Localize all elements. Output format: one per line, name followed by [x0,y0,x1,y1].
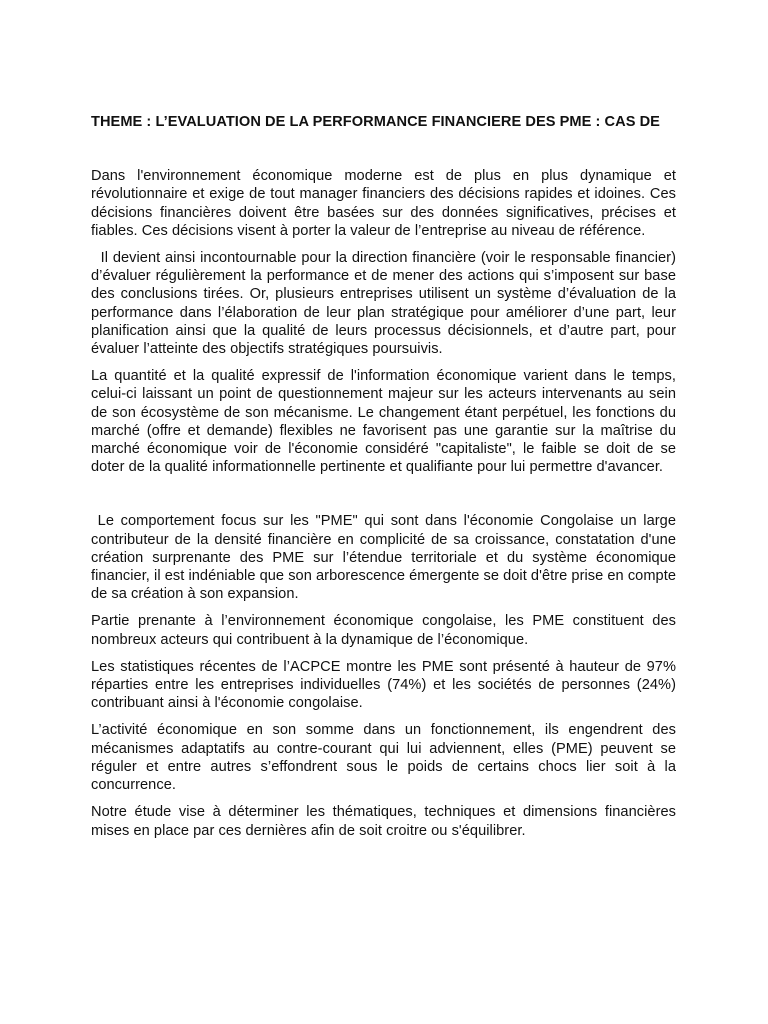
spacer [91,476,676,512]
paragraph-information-economique: La quantité et la qualité expressif de l'information économique varient dans le temps, celui-ci laissant un point de questionnement majeur sur les acteurs intervenants au sein de son écosystème de son mécanisme. Le changement étant perpétuel, les fonctions du marché (offre et demande) flexibles ne favorisent pas une garantie sur la maîtrise du marché économique voir de l'économie considéré "capitaliste", le faible se doit de se doter de la qualité informationnelle pertinente et qualifiante pour lui permettre d'avancer. [91,368,676,476]
spacer [91,131,676,167]
document-body [91,113,676,840]
spacer [91,603,676,612]
spacer [91,649,676,658]
spacer [91,240,676,249]
spacer [91,358,676,367]
paragraph-statistiques: Les statistiques récentes de l’ACPCE montre les PME sont présenté à hauteur de 97% réparties entre les entreprises individuelles (74%) et les sociétés de personnes (24%) contribuant ainsi à l'économie congolaise. [91,658,676,712]
paragraph-objectif-etude: Notre étude vise à déterminer les thématiques, techniques et dimensions financières mises en place par ces dernières afin de soit croitre ou s'équilibrer. [91,804,676,839]
paragraph-partie-prenante: Partie prenante à l’environnement économique congolaise, les PME constituent des nombreux acteurs qui contribuent à la dynamique de l’économique. [91,613,676,648]
spacer [91,794,676,803]
paragraph-comportement-pme: Le comportement focus sur les "PME" qui sont dans l'économie Congolaise un large contributeur de la densité financière en complicité de sa croissance, constatation d'une création surprenante des PME sur l’étendue territoriale et du système économique financier, il est indéniable que son arborescence émergente se doit d'être prise en compte de sa création à son expansion. [91,513,676,603]
document-title: THEME : L’EVALUATION DE LA PERFORMANCE FINANCIERE DES PME : CAS DE [91,114,660,130]
paragraph-direction-financiere: Il devient ainsi incontournable pour la direction financière (voir le responsable financier) d’évaluer régulièrement la performance et de mener des actions qui s’imposent sur base des conclusions tirées. Or, plusieurs entreprises utilisent un système d’évaluation de la performance dans l’élaboration de leur plan stratégique pour améliorer d’une part, leur planification ainsi que la qualité de leurs processus décisionnels, et d’autre part, pour évaluer l’atteinte des objectifs stratégiques poursuivis. [91,250,676,358]
spacer [91,712,676,721]
paragraph-intro: Dans l'environnement économique moderne est de plus en plus dynamique et révolutionnaire et exige de tout manager financiers des décisions rapides et idoines. Ces décisions financières doivent être basées sur des données significatives, précises et fiables. Ces décisions visent à porter la valeur de l’entreprise au niveau de référence. [91,168,676,239]
paragraph-activite-economique: L’activité économique en son somme dans un fonctionnement, ils engendrent des mécanismes adaptatifs au contre-courant qui lui adviennent, elles (PME) peuvent se réguler et entre autres s’effondrent sous le poids de certains chocs lier soit à la concurrence. [91,722,676,794]
